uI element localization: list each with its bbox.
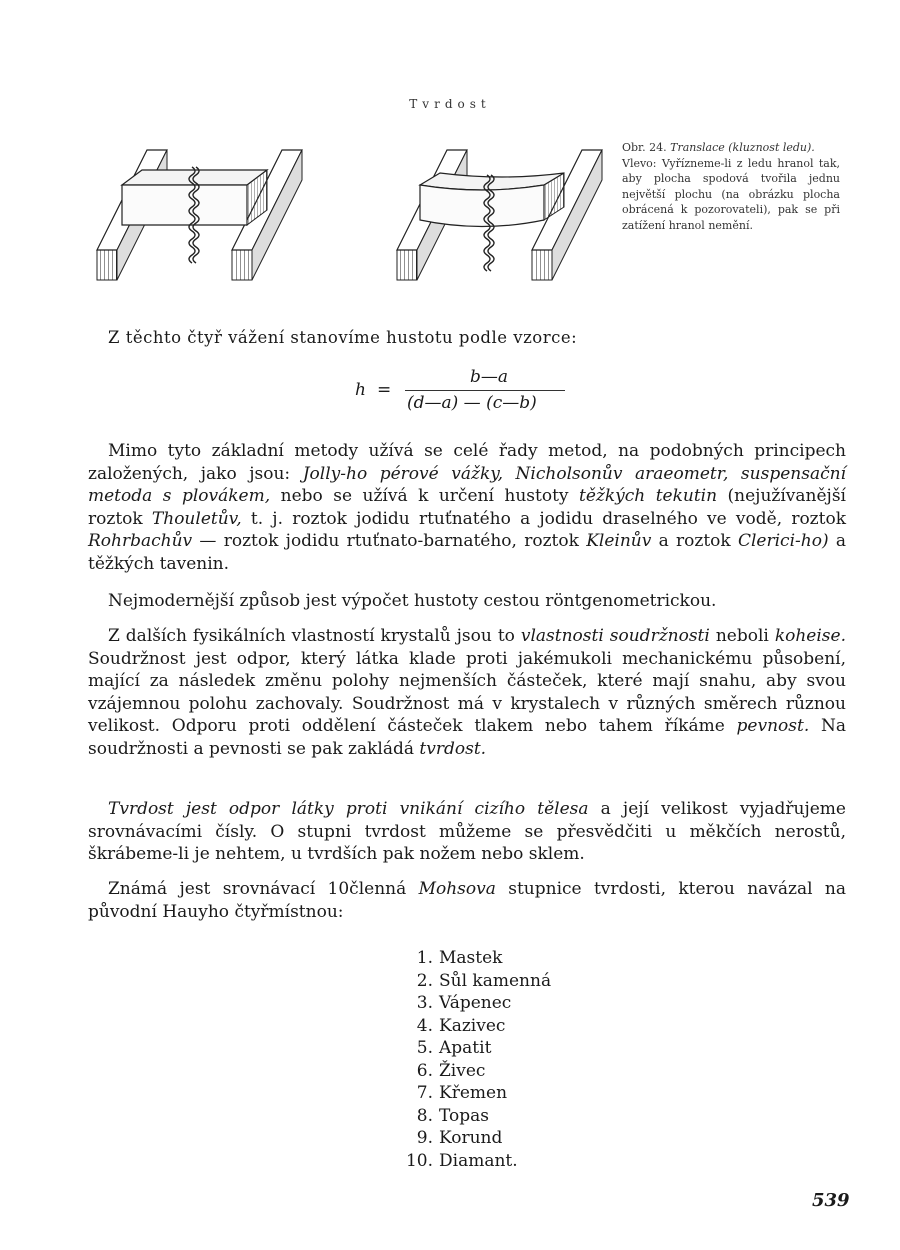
paragraph-hardness-definition: Tvrdost jest odpor látky proti vnikání cizího tělesa a její velikost vyjadřujeme srovnávacími čísly. O stupni tvrdost můžeme se přesvědčiti u měkčích nerostů, škrábeme-li je nehtem, u tvrdších pak nožem nebo sklem. — [88, 799, 846, 864]
list-item: 2. Sůl kamenná — [416, 970, 552, 991]
figure-caption — [622, 140, 840, 233]
formula-numerator: b—a — [470, 367, 509, 387]
list-item: 6. Živec — [416, 1060, 486, 1081]
running-head: Tvrdost — [409, 97, 491, 111]
fraction-bar — [405, 390, 565, 391]
right-illustration — [397, 150, 602, 280]
page-number: 539 — [812, 1190, 850, 1211]
list-item: 10. Diamant. — [405, 1150, 518, 1171]
formula-lhs: h — [355, 380, 366, 400]
mohs-scale-list — [400, 947, 620, 1172]
density-formula — [355, 367, 585, 417]
formula-equals: = — [377, 380, 392, 400]
figure-illustration — [92, 145, 612, 285]
list-item: 3. Vápenec — [416, 993, 512, 1013]
paragraph-modern-method: Nejmodernější způsob jest výpočet hustoty cestou röntgenometrickou. — [108, 591, 717, 611]
figure-ice-translation — [92, 145, 612, 285]
left-illustration — [97, 150, 302, 280]
list-item: 1. Mastek — [416, 948, 503, 968]
caption-text: Vlevo: Vyřízneme-li z ledu hranol tak, aby plocha spodová tvořila jednu největší plochu (na obrázku plocha obrácená k pozorovateli), pak se při zatížení hranol nemění. — [622, 156, 840, 232]
formula-denominator: (d—a) — (c—b) — [407, 393, 537, 413]
list-item: 4. Kazivec — [416, 1015, 506, 1036]
list-item: 7. Křemen — [416, 1083, 508, 1103]
formula-intro: Z těchto čtyř vážení stanovíme hustotu podle vzorce: — [108, 328, 578, 347]
list-item: 8. Topas — [416, 1105, 489, 1126]
caption-title: Translace (kluznost ledu). — [670, 141, 815, 154]
list-item: 5. Apatit — [416, 1038, 492, 1058]
caption-label: Obr. 24. — [622, 141, 667, 154]
paragraph-cohesion: Z dalších fysikálních vlastností krystalů jsou to vlastnosti soudržnosti neboli koheise. Soudržnost jest odpor, který látka klade proti jakémukoli mechanickému působení, mající za následek změnu polohy nejmenších částeček, které mají snahu, aby svou vzájemnou polohu zachovaly. Soudržnost má v krystalech v různých směrech různou velikost. Odporu proti oddělení částeček tlakem nebo tahem říkáme pevnost. Na soudržnosti a pevnosti se pak zakládá tvrdost. — [88, 626, 846, 759]
paragraph-methods: Mimo tyto základní metody užívá se celé řady metod, na podobných principech založených, jako jsou: Jolly-ho pérové vážky, Nicholsonův araeometr, suspensační metoda s plovákem, nebo se užívá k určení hustoty těžkých tekutin (nejužívanější roztok Thouletův, t. j. roztok jodidu rtuťnatého a jodidu draselného ve vodě, roztok Rohrbachův — roztok jodidu rtuťnato-barnatého, roztok Kleinův a roztok Clerici-ho) a těžkých tavenin. — [88, 441, 846, 574]
list-item: 9. Korund — [416, 1128, 503, 1148]
paragraph-mohs-intro: Známá jest srovnávací 10členná Mohsova stupnice tvrdosti, kterou navázal na původní Hauyho čtyřmístnou: — [88, 879, 847, 922]
